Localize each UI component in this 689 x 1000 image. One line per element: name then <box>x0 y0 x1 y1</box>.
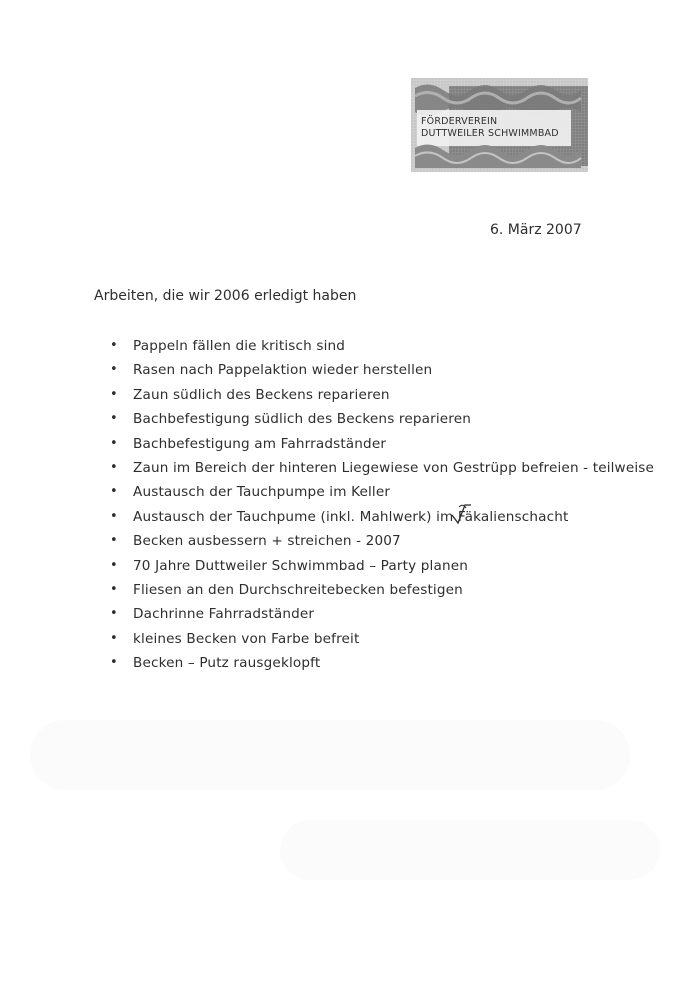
list-item-text: Fliesen an den Durchschreitebecken befestigen <box>133 581 463 598</box>
list-item-text: Bachbefestigung südlich des Beckens reparieren <box>133 411 472 428</box>
list-item-text: Pappeln fällen die kritisch sind <box>133 338 346 354</box>
scan-smudge <box>30 720 630 790</box>
scan-smudge <box>280 820 660 880</box>
bullet-icon: • <box>110 533 118 549</box>
list-item-text: Austausch der Tauchpumpe im Keller <box>133 484 391 501</box>
list-item-text: Bachbefestigung am Fahrradständer <box>133 435 387 452</box>
bullet-icon: • <box>110 606 118 622</box>
logo-line-2: DUTTWEILER SCHWIMMBAD <box>421 128 559 139</box>
list-item-text: kleines Becken von Farbe befreit <box>133 630 360 647</box>
bullet-icon: • <box>110 338 118 353</box>
logo-text <box>421 116 559 140</box>
bullet-icon: • <box>110 630 118 646</box>
list-item-text: Becken ausbessern + streichen - 2007 <box>133 533 401 550</box>
bullet-icon: • <box>110 508 118 524</box>
logo-line-1: FÖRDERVEREIN <box>421 116 498 127</box>
bullet-icon: • <box>110 362 118 378</box>
bullet-icon: • <box>110 581 118 597</box>
bullet-icon: • <box>110 386 118 402</box>
list-item-text: 70 Jahre Duttweiler Schwimmbad – Party planen <box>133 557 469 574</box>
list-item-text: Dachrinne Fahrradständer <box>133 606 315 623</box>
handwritten-correction-mark <box>449 503 473 525</box>
list-heading: Arbeiten, die wir 2006 erledigt haben <box>94 288 357 304</box>
bullet-icon: • <box>110 459 118 475</box>
bullet-icon: • <box>110 557 118 573</box>
association-logo <box>411 78 588 172</box>
list-item-text: Zaun südlich des Beckens reparieren <box>133 386 390 403</box>
list-item-text: Becken – Putz rausgeklopft <box>133 655 321 672</box>
list-item-text: Rasen nach Pappelaktion wieder herstellen <box>133 362 433 379</box>
bullet-icon: • <box>110 411 118 427</box>
bullet-icon: • <box>110 435 118 451</box>
list-item-text: Austausch der Tauchpume (inkl. Mahlwerk) im Fäkalienschacht <box>133 508 569 525</box>
list-item-text: Zaun im Bereich der hinteren Liegewiese von Gestrüpp befreien - teilweise <box>133 459 655 476</box>
bullet-icon: • <box>110 484 118 500</box>
document-date: 6. März 2007 <box>490 222 582 238</box>
bullet-icon: • <box>110 655 118 671</box>
